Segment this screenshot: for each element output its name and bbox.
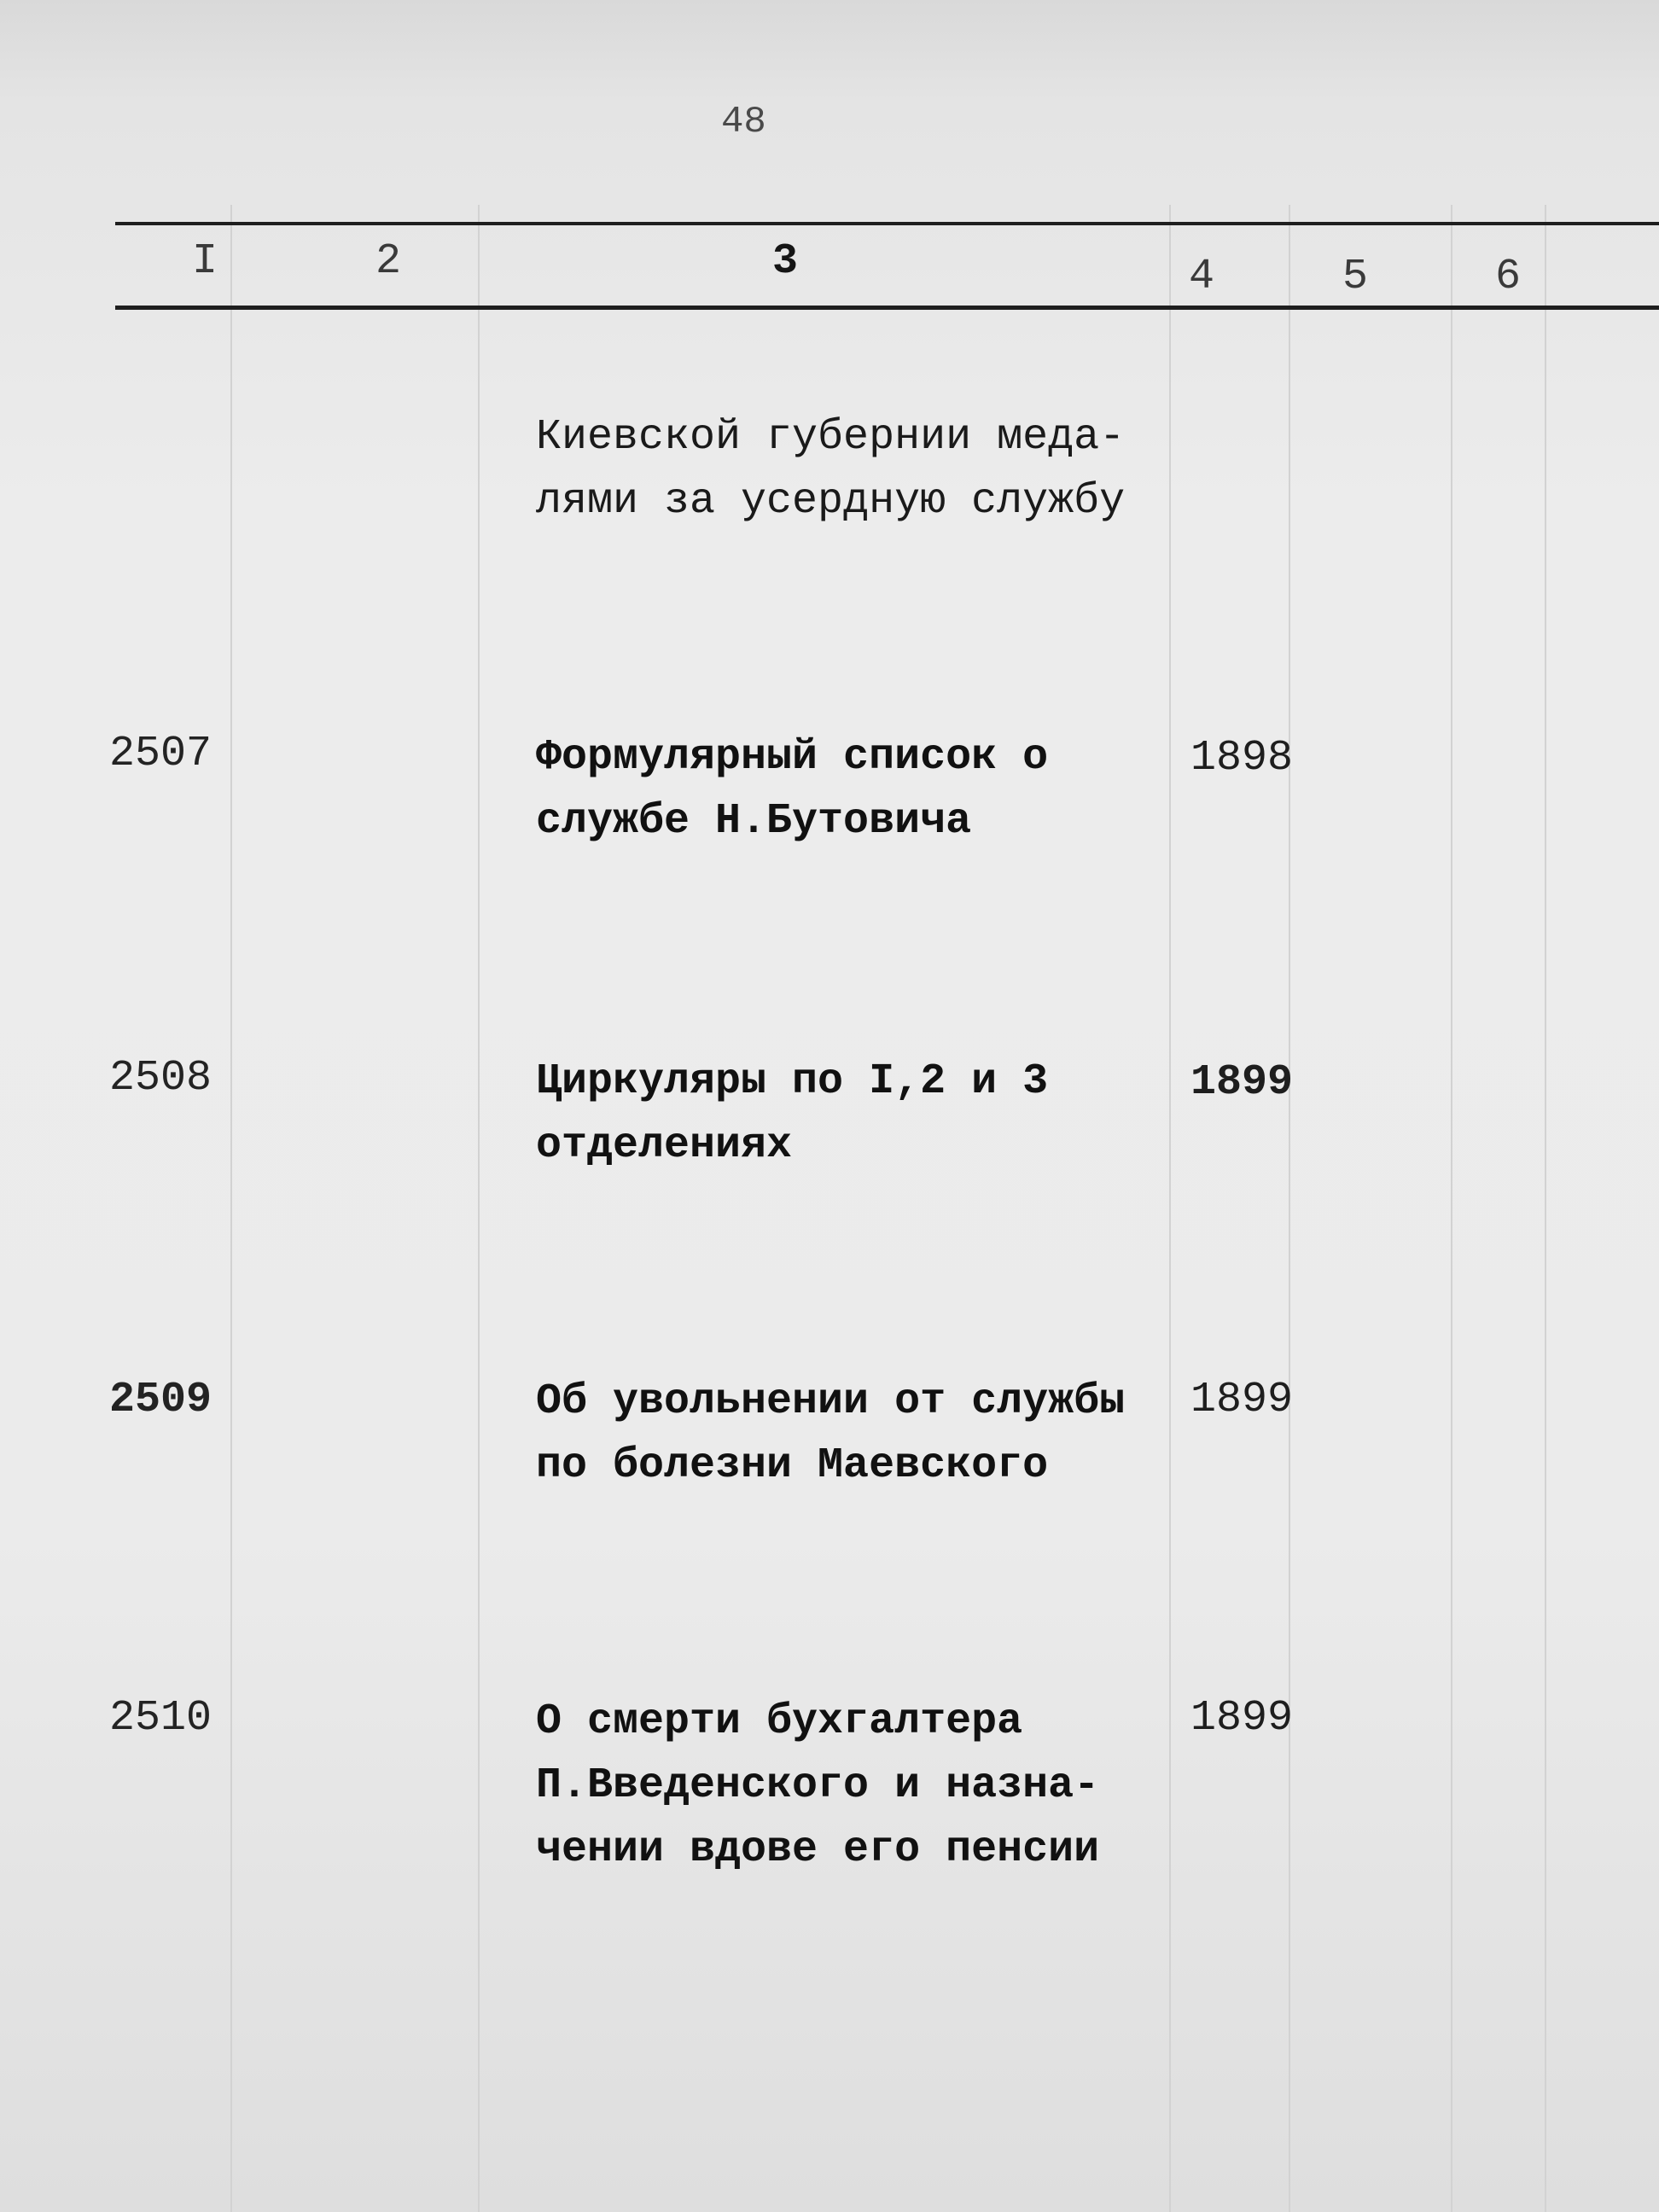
entry-title: О смерти бухгалтера П.Введенского и назна- чении вдове его пенсии <box>536 1697 1100 1874</box>
entry-year: 1899 <box>1190 1058 1294 1107</box>
column-header-4: 4 <box>1189 253 1215 301</box>
column-header-6: 6 <box>1495 253 1522 301</box>
column-header-3: 3 <box>772 237 799 286</box>
page-number: 48 <box>721 101 766 143</box>
column-divider <box>1451 205 1452 2212</box>
column-divider <box>478 205 480 2212</box>
column-header-1: I <box>192 237 218 286</box>
column-header-5: 5 <box>1342 253 1369 301</box>
column-divider <box>1545 205 1546 2212</box>
entry-number: 2509 <box>109 1376 212 1424</box>
entry-year: 1899 <box>1190 1376 1294 1424</box>
entry-number: 2508 <box>109 1054 212 1103</box>
continuation-text: Киевской губернии меда- лями за усердную службу <box>536 413 1126 526</box>
header-top-rule <box>115 222 1659 225</box>
column-divider <box>1289 205 1290 2212</box>
entry-year: 1898 <box>1190 734 1294 783</box>
entry-title: Циркуляры по I,2 и 3 отделениях <box>536 1057 1049 1170</box>
entry-title: Формулярный список о службе Н.Бутовича <box>536 733 1049 846</box>
header-bottom-rule <box>115 306 1659 310</box>
column-header-2: 2 <box>375 237 402 286</box>
column-divider <box>230 205 232 2212</box>
entry-year: 1899 <box>1190 1694 1294 1743</box>
entry-number: 2507 <box>109 730 212 778</box>
entry-title: Об увольнении от службы по болезни Маевского <box>536 1377 1126 1490</box>
entry-number: 2510 <box>109 1694 212 1743</box>
